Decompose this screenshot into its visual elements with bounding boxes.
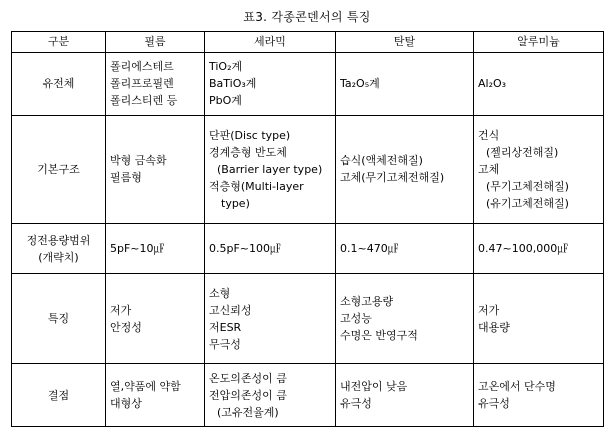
header-ceramic: 세라믹 <box>205 32 336 53</box>
cell-line: 폴리프로필렌 <box>110 77 174 91</box>
aluminum-structure-cell <box>474 115 604 224</box>
cell-line: 저가 <box>478 303 500 317</box>
row-label-dielectric: 유전체 <box>12 52 106 115</box>
cell-line: 수명은 반영구적 <box>340 329 418 343</box>
row-label-drawbacks: 결점 <box>12 364 106 427</box>
cell-line: 고체(무기고체전해질) <box>340 171 445 185</box>
header-tantal: 탄탈 <box>336 32 474 53</box>
cell-line: type) <box>221 196 250 210</box>
header-film: 필름 <box>106 32 205 53</box>
cell-line: 단판(Disc type) <box>209 128 291 142</box>
cell-line: 폴리에스테르 <box>110 60 174 74</box>
row-label-features: 특징 <box>12 274 106 364</box>
ceramic-dielectric-cell <box>205 52 336 115</box>
cell-line: BaTiO₃계 <box>209 77 257 91</box>
cell-line: 유극성 <box>340 397 372 411</box>
table-row <box>12 224 604 274</box>
cell-line: TiO₂계 <box>209 60 243 74</box>
cell-line: (유기고체전해질) <box>486 196 569 210</box>
cell-line: 저ESR <box>209 320 242 334</box>
tantal-features-cell <box>336 274 474 364</box>
cell-line: 소형고용량 <box>340 295 394 309</box>
cell-line: 경계층형 반도체 <box>209 145 287 159</box>
film-capacitance-cell: 5pF~10㎌ <box>106 224 205 274</box>
film-dielectric-cell <box>106 52 205 115</box>
table-row <box>12 364 604 427</box>
table-row <box>12 115 604 224</box>
aluminum-drawbacks-cell <box>474 364 604 427</box>
cell-line: (Barrier layer type) <box>217 162 323 176</box>
cell-line: 안정성 <box>110 320 142 334</box>
tantal-drawbacks-cell <box>336 364 474 427</box>
cell-line: 고체 <box>478 162 500 176</box>
aluminum-capacitance-cell: 0.47~100,000㎌ <box>474 224 604 274</box>
ceramic-features-cell <box>205 274 336 364</box>
cell-line: 무극성 <box>209 337 241 351</box>
cell-line: 고신뢰성 <box>209 303 252 317</box>
cell-line: (무기고체전해질) <box>486 179 569 193</box>
ceramic-drawbacks-cell <box>205 364 336 427</box>
table-row <box>12 274 604 364</box>
header-aluminum: 알루미늄 <box>474 32 604 53</box>
cell-line: 폴리스티렌 등 <box>110 94 178 108</box>
aluminum-features-cell <box>474 274 604 364</box>
cell-line: 유극성 <box>478 397 510 411</box>
cell-line: 고온에서 단수명 <box>478 380 556 394</box>
tantal-structure-cell <box>336 115 474 224</box>
cell-line: 온도의존성이 큼 <box>209 371 287 385</box>
tantal-dielectric-cell: Ta₂O₅계 <box>336 52 474 115</box>
cell-line: (고유전율계) <box>217 405 279 419</box>
cell-line: PbO계 <box>209 94 242 108</box>
cell-line: (젤리상전해질) <box>486 145 559 159</box>
cell-line: 전압의존성이 큼 <box>209 388 287 402</box>
cell-line: 고성능 <box>340 312 372 326</box>
cell-line: 건식 <box>478 128 500 142</box>
film-features-cell <box>106 274 205 364</box>
cell-line: 박형 금속화 <box>110 154 167 168</box>
header-category: 구분 <box>12 32 106 53</box>
cell-line: 습식(액체전해질) <box>340 154 423 168</box>
cell-line: (개략치) <box>38 250 79 264</box>
capacitor-comparison-table <box>11 31 604 427</box>
ceramic-structure-cell <box>205 115 336 224</box>
cell-line: 필름형 <box>110 171 142 185</box>
cell-line: 열,약품에 약함 <box>110 380 181 394</box>
film-drawbacks-cell <box>106 364 205 427</box>
header-row <box>12 32 604 53</box>
table-caption: 표3. 각종콘덴서의 특징 <box>243 10 371 24</box>
cell-line: 대형상 <box>110 397 142 411</box>
table-row <box>12 52 604 115</box>
film-structure-cell <box>106 115 205 224</box>
ceramic-capacitance-cell: 0.5pF~100㎌ <box>205 224 336 274</box>
cell-line: 소형 <box>209 286 231 300</box>
row-label-structure: 기본구조 <box>12 115 106 224</box>
cell-line: 적층형(Multi-layer <box>209 179 304 193</box>
cell-line: 정전용량범위 <box>26 233 91 247</box>
aluminum-dielectric-cell: Al₂O₃ <box>474 52 604 115</box>
row-label-capacitance <box>12 224 106 274</box>
cell-line: 대용량 <box>478 320 510 334</box>
tantal-capacitance-cell: 0.1~470㎌ <box>336 224 474 274</box>
cell-line: 내전압이 낮음 <box>340 380 408 394</box>
cell-line: 저가 <box>110 303 132 317</box>
